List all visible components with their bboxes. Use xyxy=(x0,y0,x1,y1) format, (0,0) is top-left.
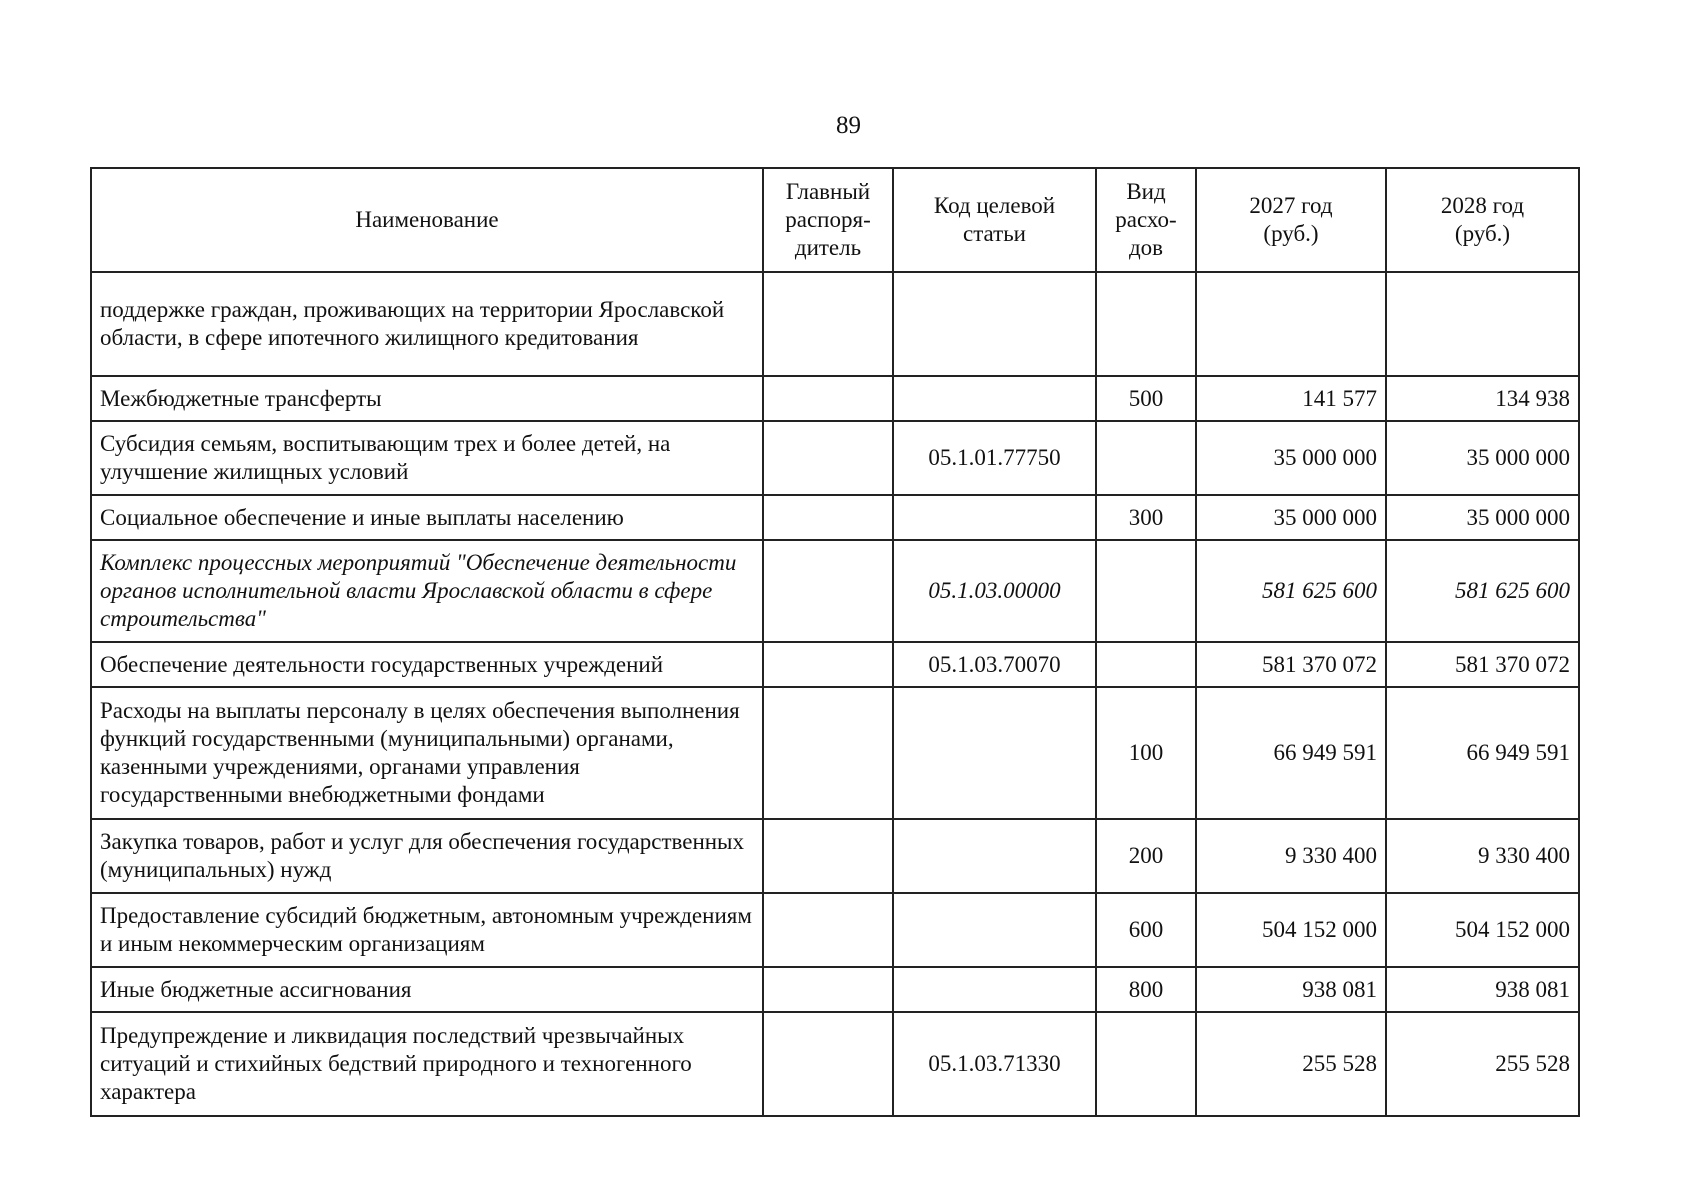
cell-manager xyxy=(763,642,893,687)
cell-manager xyxy=(763,687,893,819)
cell-2027: 255 528 xyxy=(1196,1012,1386,1116)
cell-type xyxy=(1096,272,1196,376)
cell-2028: 134 938 xyxy=(1386,376,1579,421)
cell-code: 05.1.03.00000 xyxy=(893,540,1096,642)
cell-type: 300 xyxy=(1096,495,1196,540)
cell-type xyxy=(1096,421,1196,495)
cell-2028: 504 152 000 xyxy=(1386,893,1579,967)
page-number: 89 xyxy=(836,112,861,139)
cell-2027: 35 000 000 xyxy=(1196,495,1386,540)
header-type: Вид расхо-дов xyxy=(1096,168,1196,272)
cell-2028: 255 528 xyxy=(1386,1012,1579,1116)
cell-type: 800 xyxy=(1096,967,1196,1012)
cell-manager xyxy=(763,540,893,642)
cell-name: Обеспечение деятельности государственных учреждений xyxy=(91,642,763,687)
cell-2028 xyxy=(1386,272,1579,376)
cell-name: поддержке граждан, проживающих на территории Ярославской области, в сфере ипотечного жилищного кредитования xyxy=(91,272,763,376)
cell-manager xyxy=(763,893,893,967)
cell-type: 500 xyxy=(1096,376,1196,421)
cell-2027: 66 949 591 xyxy=(1196,687,1386,819)
cell-type: 200 xyxy=(1096,819,1196,893)
cell-type xyxy=(1096,1012,1196,1116)
cell-name: Предупреждение и ликвидация последствий чрезвычайных ситуаций и стихийных бедствий природного и техногенного характера xyxy=(91,1012,763,1116)
cell-2028: 35 000 000 xyxy=(1386,421,1579,495)
header-manager: Главный распоря-дитель xyxy=(763,168,893,272)
table-row xyxy=(91,540,1579,642)
cell-manager xyxy=(763,376,893,421)
cell-type xyxy=(1096,642,1196,687)
cell-name: Межбюджетные трансферты xyxy=(91,376,763,421)
cell-code: 05.1.03.70070 xyxy=(893,642,1096,687)
cell-2027: 581 370 072 xyxy=(1196,642,1386,687)
header-2027: 2027 год (руб.) xyxy=(1196,168,1386,272)
cell-manager xyxy=(763,495,893,540)
cell-code xyxy=(893,272,1096,376)
table-row xyxy=(91,642,1579,687)
budget-table xyxy=(90,167,1580,1117)
cell-name: Предоставление субсидий бюджетным, автономным учреждениям и иным некоммерческим организациям xyxy=(91,893,763,967)
cell-2028: 581 370 072 xyxy=(1386,642,1579,687)
cell-manager xyxy=(763,421,893,495)
cell-name: Субсидия семьям, воспитывающим трех и более детей, на улучшение жилищных условий xyxy=(91,421,763,495)
cell-manager xyxy=(763,967,893,1012)
header-code: Код целевой статьи xyxy=(893,168,1096,272)
cell-name: Комплекс процессных мероприятий "Обеспечение деятельности органов исполнительной власти Ярославской области в сфере строительства" xyxy=(91,540,763,642)
table-row xyxy=(91,967,1579,1012)
cell-2028: 938 081 xyxy=(1386,967,1579,1012)
cell-name: Расходы на выплаты персоналу в целях обеспечения выполнения функций государственными (муниципальными) органами, казенными учреждениями, органами управления государственными внебюджетными фондами xyxy=(91,687,763,819)
cell-2028: 66 949 591 xyxy=(1386,687,1579,819)
cell-type: 600 xyxy=(1096,893,1196,967)
table-row xyxy=(91,272,1579,376)
cell-type xyxy=(1096,540,1196,642)
cell-name: Закупка товаров, работ и услуг для обеспечения государственных (муниципальных) нужд xyxy=(91,819,763,893)
cell-type: 100 xyxy=(1096,687,1196,819)
cell-2027: 504 152 000 xyxy=(1196,893,1386,967)
cell-name: Иные бюджетные ассигнования xyxy=(91,967,763,1012)
cell-manager xyxy=(763,819,893,893)
cell-2028: 581 625 600 xyxy=(1386,540,1579,642)
cell-2027: 9 330 400 xyxy=(1196,819,1386,893)
cell-code xyxy=(893,819,1096,893)
cell-code xyxy=(893,967,1096,1012)
table-row xyxy=(91,687,1579,819)
cell-name: Социальное обеспечение и иные выплаты населению xyxy=(91,495,763,540)
table-row xyxy=(91,893,1579,967)
header-2028: 2028 год (руб.) xyxy=(1386,168,1579,272)
cell-2027: 141 577 xyxy=(1196,376,1386,421)
table-header-row xyxy=(91,168,1579,272)
cell-2028: 35 000 000 xyxy=(1386,495,1579,540)
cell-code xyxy=(893,495,1096,540)
cell-code xyxy=(893,893,1096,967)
cell-2027 xyxy=(1196,272,1386,376)
table-row xyxy=(91,495,1579,540)
cell-2027: 581 625 600 xyxy=(1196,540,1386,642)
table-row xyxy=(91,376,1579,421)
cell-2027: 35 000 000 xyxy=(1196,421,1386,495)
cell-code xyxy=(893,687,1096,819)
cell-manager xyxy=(763,272,893,376)
table-row xyxy=(91,421,1579,495)
cell-code: 05.1.03.71330 xyxy=(893,1012,1096,1116)
header-name: Наименование xyxy=(91,168,763,272)
table-row xyxy=(91,1012,1579,1116)
cell-code: 05.1.01.77750 xyxy=(893,421,1096,495)
cell-code xyxy=(893,376,1096,421)
cell-manager xyxy=(763,1012,893,1116)
cell-2028: 9 330 400 xyxy=(1386,819,1579,893)
table-row xyxy=(91,819,1579,893)
cell-2027: 938 081 xyxy=(1196,967,1386,1012)
